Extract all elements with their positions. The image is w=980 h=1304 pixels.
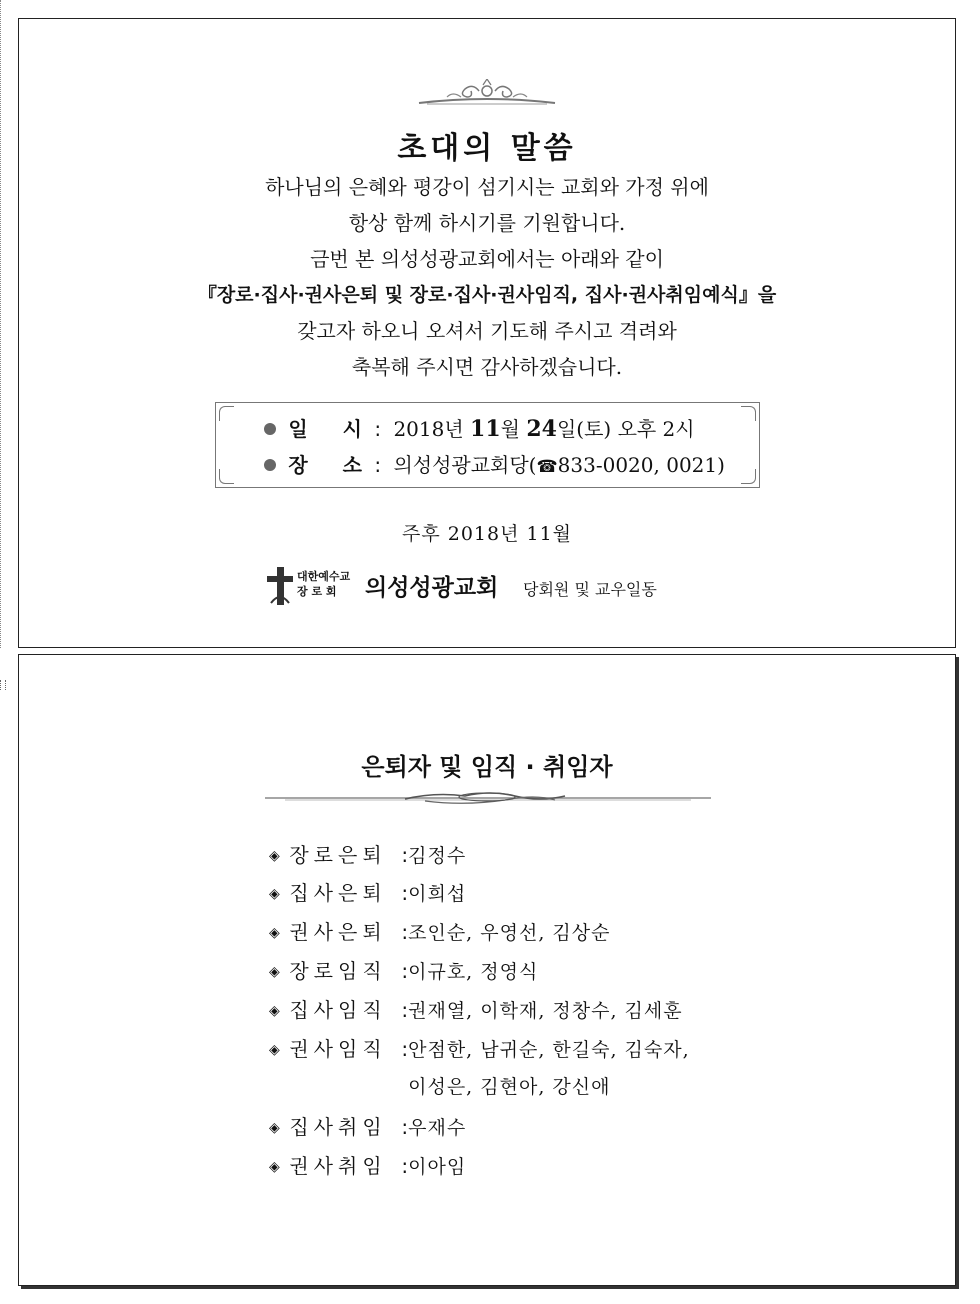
list-item (269, 955, 538, 985)
role-label: 장로임직 (289, 959, 387, 983)
diamond-bullet-icon: ◈ (269, 1042, 280, 1058)
role-label: 집사취임 (289, 1115, 387, 1139)
venue-colon: : (374, 453, 382, 477)
message-line: 하나님의 은혜와 평강이 섬기시는 교회와 가정 위에 (265, 175, 709, 199)
roster-title: 은퇴자 및 임직 · 취임자 (361, 753, 613, 781)
venue-label: 장 소 (288, 453, 376, 477)
list-item (269, 1111, 466, 1141)
item-colon: : (401, 881, 409, 905)
role-names: 김정수 (408, 845, 467, 867)
message-line: 갖고자 하오니 오셔서 기도해 주시고 격려와 (297, 319, 677, 343)
role-label: 권사임직 (289, 1037, 387, 1061)
church-name: 의성성광교회 (365, 575, 499, 601)
date-line: 주후 2018년 11월 (401, 523, 573, 545)
item-colon: : (401, 1154, 409, 1178)
role-names: 이희섭 (408, 883, 467, 905)
top-ornament-icon (417, 79, 557, 107)
divider-ornament-icon (265, 788, 711, 808)
schedule-month: 11 (470, 416, 501, 442)
cross-logo-icon (267, 567, 293, 605)
venue-place: 의성성광교회당( (393, 453, 537, 477)
item-colon: : (401, 998, 409, 1022)
denomination-line1: 대한예수교 (297, 570, 351, 583)
message-line: 항상 함께 하시기를 기원합니다. (348, 211, 626, 235)
schedule-day: 24 (526, 416, 557, 442)
item-colon: : (401, 1037, 409, 1061)
ceremony-name-line: 『장로·집사·권사은퇴 및 장로·집사·권사임직, 집사·권사취임예식』을 (197, 284, 777, 306)
item-colon: : (401, 959, 409, 983)
diamond-bullet-icon: ◈ (269, 925, 280, 941)
item-colon: : (401, 1115, 409, 1139)
item-colon: : (401, 843, 409, 867)
phone-icon: ☎ (536, 457, 558, 477)
page-break-marker (0, 680, 6, 690)
diamond-bullet-icon: ◈ (269, 886, 280, 902)
role-names: 권재열, 이학재, 정창수, 김세훈 (408, 1000, 683, 1022)
frame-corner (219, 406, 234, 421)
role-label: 장로은퇴 (289, 843, 387, 867)
list-item (269, 877, 466, 907)
schedule-label: 일 시 (288, 417, 376, 441)
event-info-box (215, 402, 760, 488)
list-item (269, 839, 466, 869)
bullet-icon (264, 459, 276, 471)
frame-corner (219, 469, 234, 484)
diamond-bullet-icon: ◈ (269, 1003, 280, 1019)
signatories: 당회원 및 교우일동 (523, 580, 657, 599)
denomination (297, 569, 350, 599)
list-item-continuation (269, 1072, 610, 1102)
invitation-card (18, 18, 956, 648)
frame-corner (741, 469, 756, 484)
schedule-time: 오후 2시 (617, 417, 695, 441)
page-edge-marker (0, 0, 7, 648)
diamond-bullet-icon: ◈ (269, 1120, 280, 1136)
list-item (269, 994, 683, 1024)
diamond-bullet-icon: ◈ (269, 848, 280, 864)
role-label: 집사임직 (289, 998, 387, 1022)
role-names: 안점한, 남귀순, 한길숙, 김숙자, (408, 1039, 690, 1061)
role-label: 권사취임 (289, 1154, 387, 1178)
schedule-year: 2018년 (393, 417, 464, 441)
invitation-message (19, 169, 955, 385)
frame-corner (741, 406, 756, 421)
roster-card (18, 654, 956, 1286)
role-names: 이아임 (408, 1156, 467, 1178)
role-names: 우재수 (408, 1117, 467, 1139)
schedule-colon: : (374, 417, 382, 441)
list-item (269, 916, 610, 946)
item-colon: : (401, 920, 409, 944)
list-item (269, 1150, 466, 1180)
schedule-row (264, 413, 695, 442)
role-label: 권사은퇴 (289, 920, 387, 944)
message-line: 축복해 주시면 감사하겠습니다. (351, 355, 623, 379)
list-item (269, 1033, 690, 1063)
schedule-month-unit: 월 (500, 417, 520, 441)
role-names: 조인순, 우영선, 김상순 (408, 922, 611, 944)
diamond-bullet-icon: ◈ (269, 964, 280, 980)
bullet-icon (264, 423, 276, 435)
role-names: 이규호, 정영식 (408, 961, 539, 983)
venue-row (264, 449, 725, 478)
diamond-bullet-icon: ◈ (269, 1159, 280, 1175)
invitation-title: 초대의 말씀 (397, 131, 577, 166)
message-line: 금번 본 의성성광교회에서는 아래와 같이 (310, 247, 664, 271)
venue-phone: 833-0020, 0021) (557, 453, 725, 477)
schedule-day-unit: 일(토) (556, 417, 612, 441)
denomination-line2: 장 로 회 (297, 585, 337, 598)
role-names: 이성은, 김현아, 강신애 (408, 1076, 611, 1098)
role-label: 집사은퇴 (289, 881, 387, 905)
